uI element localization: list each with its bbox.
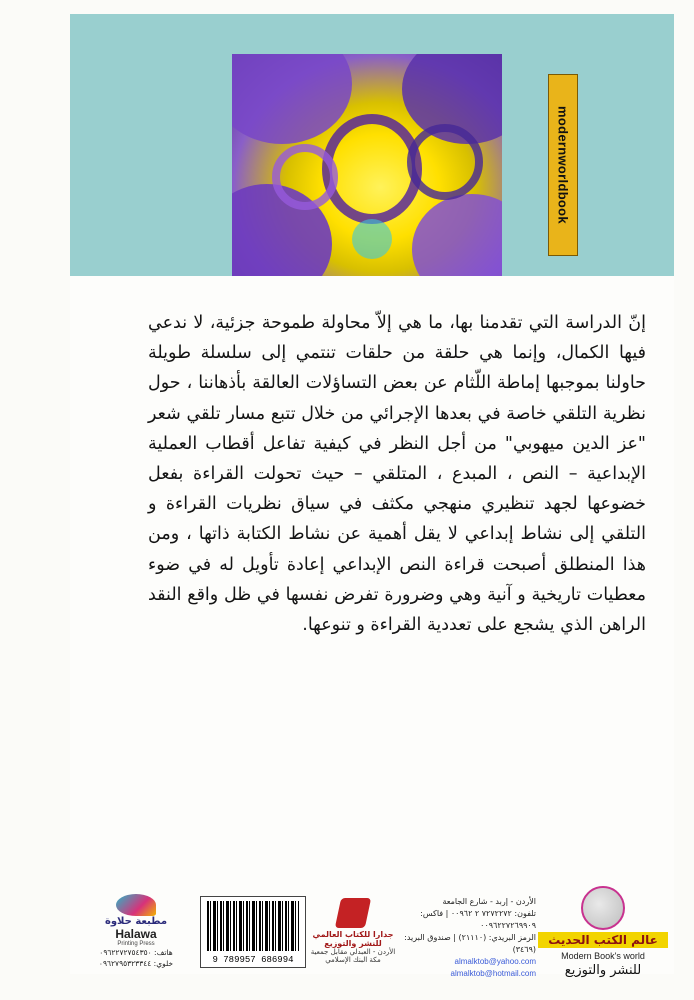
publisher-contact [402,896,536,980]
isbn-number: 9 789957 686994 [212,955,294,965]
barcode-bars [207,901,299,951]
publisher-distribution: للنشر والتوزيع [564,963,642,978]
blurb-paragraph: إنّ الدراسة التي تقدمنا بها، ما هي إلاّ محاولة طموحة جزئية، لا ندعي فيها الكمال، وإنما هي حلقة من حلقات تنتمي إلى سلسلة طويلة حاولنا بموجبها إماطة اللّثام عن بعض التساؤلات العالقة بأذهاننا ، حول نظرية التلقي خاصة في بعدها الإجرائي من خلال تتبع مسار تلقي شعر "عز الدين ميهوبي" من أجل النظر في كيفية تفاعل أقطاب العملية الإبداعية – النص ، المبدع ، المتلقي – حيث تحولت القراءة بفعل خضوعها لجهد تنظيري منهجي مكثف في سياق نظريات القراءة و التلقي إلى نشاط إبداعي لا يقل أهمية عن نشاط الكتابة ذاتها ، ومن هذا المنطلق أصبحت قراءة النص الإبداعي إعادة تأويل له في ضوء معطيات تاريخية و آنية وهي وضرورة تفرض نفسها في ظل واقع النقد الراهن الذي يشجع على تعددية القراءة و تنوعها. [148,313,646,636]
distributor-logo [306,898,400,964]
printer-name-sub: Printing Press [117,941,155,947]
publisher-name-en: Modern Book's world [561,951,645,961]
brand-tag [548,74,578,256]
isbn-barcode [200,896,306,968]
printer-phone: هاتف: ٠٩٦٢٢٧٢٧٥٤٣٥٠ [99,948,173,957]
printer-mobile: خلوي: ٠٩٦٢٧٩٥٣٢٣٣٤٤ [98,959,174,968]
printer-name-en: Halawa [115,927,157,941]
publisher-email-2: almalktob@hotmail.com [450,969,536,978]
brand-tag-text: modernworldbook [555,106,571,224]
blurb-text [148,308,646,640]
publisher-name-ar: عالم الكتب الحديث [538,932,668,948]
publisher-logo [538,886,668,978]
printer-name-ar: مطبعة حلاوة [104,916,168,927]
bird-logo-icon [116,894,156,916]
publisher-mail: الرمز البريدي: (٢١١١٠) | صندوق البريد: (٣٤٦٩) [404,933,536,954]
printer-logo [78,894,194,969]
publisher-address: الأردن - إربد - شارع الجامعة [442,897,536,906]
distributor-address: الأردن - العبدلي مقابل جمعية مكة البنك الإسلامي [310,948,396,964]
globe-icon [581,886,625,930]
calligraphy-artwork [232,54,502,276]
book-back-cover [70,14,674,978]
cover-footer [70,874,674,978]
distributor-mark-icon [335,898,371,928]
distributor-name: جدارا للكتاب العالمي للنشر والتوزيع [312,930,394,948]
publisher-email-1: almalktob@yahoo.com [454,957,536,966]
publisher-phone: تلفون: ٧٢٧٢٢٧٢ ٢ ٠٠٩٦٢ | فاكس: ٠٠٩٦٢٢٧٢٦٩٩٠٩ [420,909,536,930]
